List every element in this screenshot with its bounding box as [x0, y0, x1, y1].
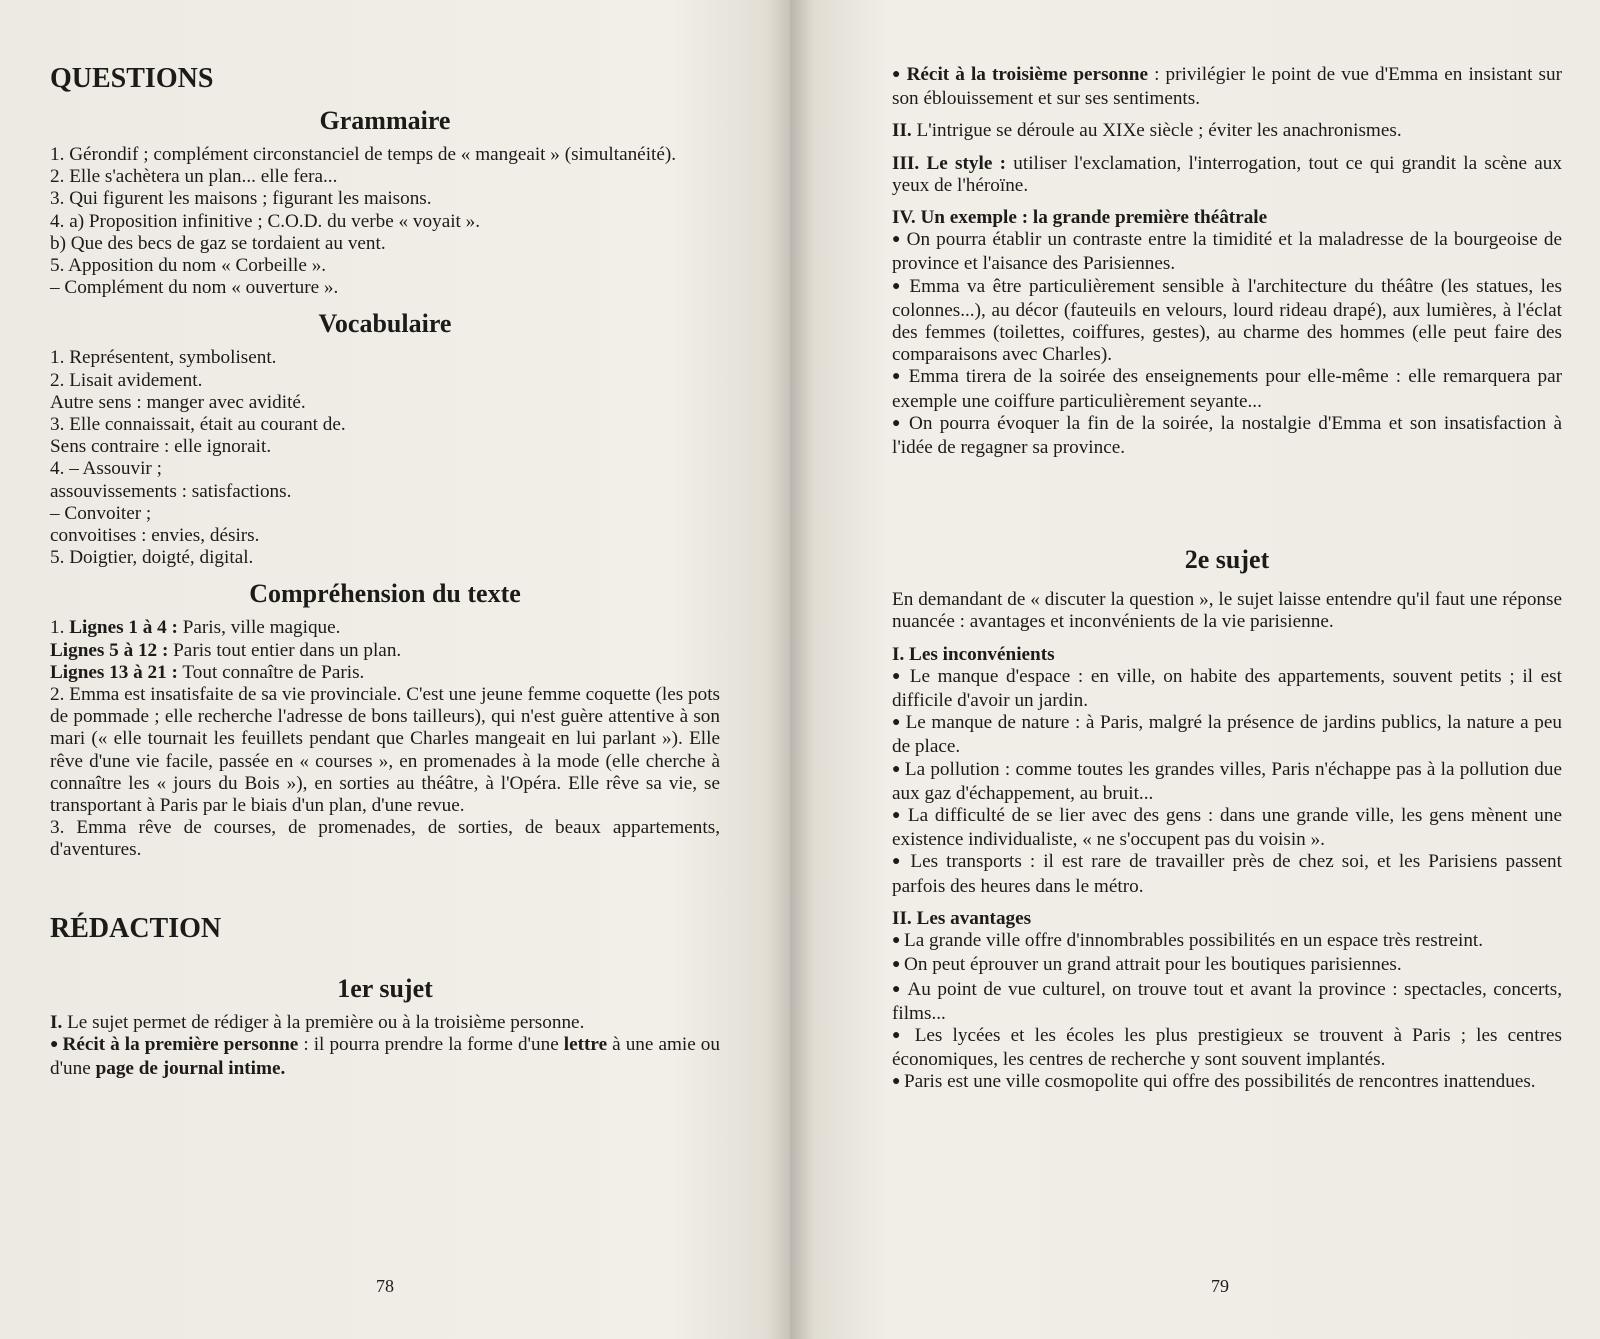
- lines-label: Lignes 13 à 21 :: [50, 661, 178, 683]
- bullet-label: Récit à la première personne: [62, 1033, 299, 1055]
- avantage-item: ● Les lycées et les écoles les plus prestigieux se trouvent à Paris ; les centres économiques, les centres de recherche y sont souvent implantés.: [892, 1025, 1562, 1071]
- page-number-right: 79: [1211, 1276, 1229, 1296]
- lines-text: Paris tout entier dans un plan.: [168, 639, 402, 661]
- right-page: [790, 0, 1600, 1339]
- grammaire-line: b) Que des becs de gaz se tordaient au vent.: [50, 232, 386, 254]
- roman-numeral: I.: [50, 1011, 63, 1033]
- left-column: [50, 56, 720, 1080]
- roman-numeral: III. Le style :: [892, 152, 1007, 174]
- vocabulaire-line: assouvissements : satisfactions.: [50, 480, 292, 502]
- sujet1-heading: 1er sujet: [337, 973, 433, 1003]
- lines-label: Lignes 5 à 12 :: [50, 639, 169, 661]
- recit-troisieme: [892, 64, 1562, 110]
- inconvenient-item: ● Les transports : il est rare de travailler près de chez soi, et les Parisiens passent parfois des heures dans le métro.: [892, 851, 1562, 897]
- point-iv-item: ● Emma tirera de la soirée des enseignements pour elle-même : elle remarquera par exemple une coiffure particulièrement seyante...: [892, 366, 1562, 412]
- inconvenient-item: ● La difficulté de se lier avec des gens : dans une grande ville, les gens mènent une existence individualiste, « ne s'occupent pas du voisin ».: [892, 805, 1562, 851]
- comprehension-heading: Compréhension du texte: [249, 579, 521, 609]
- grammaire-line: – Complément du nom « ouverture ».: [50, 277, 339, 299]
- roman-numeral: II.: [892, 120, 912, 142]
- bullet-bold: page de journal intime.: [95, 1058, 286, 1080]
- avantage-item: ● On peut éprouver un grand attrait pour les boutiques parisiennes.: [892, 954, 1562, 978]
- grammaire-line: 3. Qui figurent les maisons ; figurant les maisons.: [50, 188, 432, 210]
- point-heading: IV. Un exemple : la grande première théâtrale: [892, 207, 1268, 229]
- vocabulaire-line: – Convoiter ;: [50, 502, 152, 524]
- bullet-text: : privilégier le point de vue d'Emma en insistant sur son éblouissement et sur ses sentiments.: [892, 64, 1562, 110]
- vocabulaire-heading: Vocabulaire: [318, 309, 452, 339]
- grammaire-line: 2. Elle s'achètera un plan... elle fera...: [50, 166, 338, 188]
- point-text: utiliser l'exclamation, l'interrogation, tout ce qui grandit la scène aux yeux de l'héroïne.: [892, 152, 1562, 196]
- inconvenients-heading: I. Les inconvénients: [892, 643, 1055, 665]
- comprehension-body: [50, 617, 720, 861]
- grammaire-line: 1. Gérondif ; complément circonstanciel de temps de « mangeait » (simultanéité).: [50, 144, 677, 165]
- lines-text: Tout connaître de Paris.: [177, 661, 365, 683]
- inconvenient-item: ● La pollution : comme toutes les grandes villes, Paris n'échappe pas à la pollution due aux gaz d'échappement, au bruit...: [892, 759, 1562, 805]
- sujet2-intro: En demandant de « discuter la question », le sujet laisse entendre qu'il faut une réponse nuancée : avantages et inconvénients de la vie parisienne.: [892, 589, 1562, 633]
- vocabulaire-line: 2. Lisait avidement.: [50, 369, 203, 391]
- bullet-text: : il pourra prendre la forme d'une: [298, 1033, 564, 1055]
- questions-heading: QUESTIONS: [50, 63, 214, 94]
- point-iv-item: ● On pourra évoquer la fin de la soirée, la nostalgie d'Emma et son insatisfaction à l'idée de regagner sa province.: [892, 413, 1562, 459]
- point-iii: [892, 153, 1562, 197]
- comprehension-line-1: 1. Lignes 1 à 4 : Paris, ville magique.: [50, 617, 341, 639]
- left-page: [0, 0, 790, 1339]
- comprehension-paragraph-2: 2. Emma est insatisfaite de sa vie provinciale. C'est une jeune femme coquette (les pots de pommade ; elle recherche l'adresse de bons tailleurs), qui n'est guère attentive à son mari (« elle tournait les feuillets pendant que Charles mangeait en lui parlant »). Elle rêve d'une vie facile, passée en « courses », en promenades à la mode (elle cherche à connaître les « jours du Bois »), en sorties au théâtre, à l'Opéra. Elle rêve sa vie, se transportant à Paris par le biais d'un plan, d'une revue.: [50, 684, 720, 817]
- point-iv-heading: [892, 207, 1562, 229]
- avantage-item: ● Paris est une ville cosmopolite qui offre des possibilités de rencontres inattendues.: [892, 1071, 1562, 1095]
- sujet1-body: [50, 1012, 720, 1081]
- grammaire-line: 5. Apposition du nom « Corbeille ».: [50, 255, 327, 277]
- avantage-item: ● Au point de vue culturel, on trouve tout et avant la province : spectacles, concerts, films...: [892, 979, 1562, 1025]
- bullet-bold: lettre: [563, 1033, 608, 1055]
- vocabulaire-line: 3. Elle connaissait, était au courant de.: [50, 414, 346, 436]
- comprehension-paragraph-3: 3. Emma rêve de courses, de promenades, de sorties, de beaux appartements, d'aventures.: [50, 817, 720, 861]
- vocabulaire-line: Autre sens : manger avec avidité.: [50, 391, 306, 413]
- vocabulaire-line: 5. Doigtier, doigté, digital.: [50, 547, 254, 569]
- point-iv-item: ● Emma va être particulièrement sensible à l'architecture du théâtre (les statues, les colonnes...), au décor (fauteuils en velours, lourd rideau drapé), aux lumières, à l'éclat des femmes (toilettes, coiffures, gestes), au charme des hommes (elle peut faire des comparaisons avec Charles).: [892, 276, 1562, 367]
- point-ii: [892, 120, 1562, 142]
- bullet-label: Récit à la troisième personne: [906, 64, 1148, 85]
- sujet1-text: Le sujet permet de rédiger à la première ou à la troisième personne.: [62, 1011, 585, 1033]
- grammaire-line: 4. a) Proposition infinitive ; C.O.D. du verbe « voyait ».: [50, 210, 481, 232]
- vocabulaire-line: convoitises : envies, désirs.: [50, 525, 260, 547]
- inconvenient-item: ● Le manque d'espace : en ville, on habite des appartements, souvent petits ; il est difficile d'avoir un jardin.: [892, 666, 1562, 712]
- vocabulaire-line: Sens contraire : elle ignorait.: [50, 436, 272, 458]
- sujet1-paragraph-1: [50, 1012, 720, 1034]
- vocabulaire-line: 1. Représentent, symbolisent.: [50, 347, 277, 369]
- lines-text: Paris, ville magique.: [177, 617, 341, 639]
- vocabulaire-line: 4. – Assouvir ;: [50, 458, 162, 480]
- inconvenient-item: ● Le manque de nature : à Paris, malgré la présence de jardins publics, la nature a peu de place.: [892, 712, 1562, 758]
- vocabulaire-list: [50, 347, 720, 569]
- page-number-left: 78: [376, 1276, 394, 1296]
- comprehension-line-3: [50, 662, 720, 684]
- point-iv-item: ● On pourra établir un contraste entre la timidité et la maladresse de la bourgeoise de province et l'aisance des Parisiennes.: [892, 229, 1562, 275]
- right-column: [892, 64, 1562, 1096]
- lines-label: Lignes 1 à 4 :: [69, 617, 178, 639]
- comprehension-line-2: [50, 640, 720, 662]
- grammaire-heading: Grammaire: [319, 106, 451, 135]
- avantages-heading: II. Les avantages: [892, 907, 1032, 929]
- avantage-item: ● La grande ville offre d'innombrables possibilités en un espace très restreint.: [892, 930, 1562, 954]
- redaction-heading: RÉDACTION: [50, 912, 222, 944]
- sujet2-heading: 2e sujet: [1184, 545, 1270, 575]
- grammaire-list: [50, 144, 720, 299]
- bullet-text: à une amie ou d'une: [50, 1033, 720, 1080]
- sujet1-bullet: [50, 1034, 720, 1080]
- point-text: L'intrigue se déroule au XIXe siècle ; éviter les anachronismes.: [911, 120, 1402, 142]
